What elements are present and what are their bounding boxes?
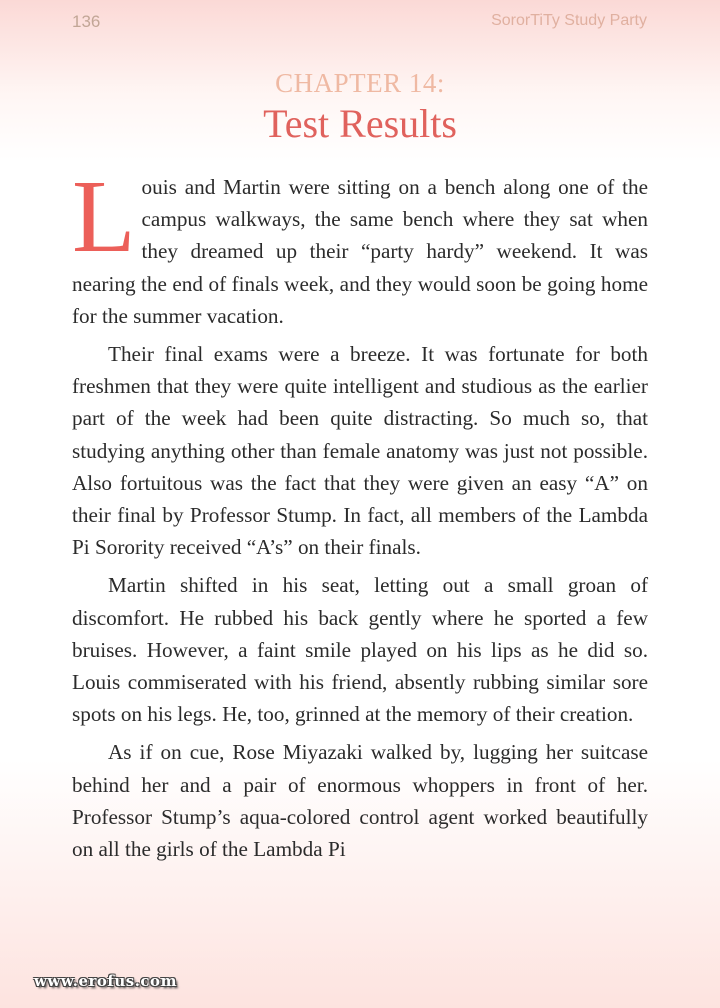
drop-cap: L [72,159,136,274]
paragraph-1-text: ouis and Martin were sitting on a bench along one of the campus walkways, the same bench where they sat when they dreamed up their “party hardy” weekend. It was nearing the end of finals week, and they would soon be going home for the summer vacation. [72,175,648,328]
watermark: www.erofus.com [34,972,177,990]
chapter-title: Test Results [263,101,457,146]
body-text [72,159,648,871]
page-number: 136 [72,12,101,31]
paragraph-2: Their final exams were a breeze. It was fortunate for both freshmen that they were quite intelligent and studious as the earlier part of the week had been quite distracting. So much so, that studying anything other than female anatomy was just not possible. Also fortuitous was the fact that they were given an easy “A” on their final by Professor Stump. In fact, all members of the Lambda Pi Sorority received “A’s” on their finals. [72,342,648,560]
paragraph-4: As if on cue, Rose Miyazaki walked by, lugging her suitcase behind her and a pair of enormous whoppers in front of her. Professor Stump’s aqua-colored control agent worked beautifully on all the girls of the Lambda Pi [72,740,648,862]
paragraph-3: Martin shifted in his seat, letting out a small groan of discomfort. He rubbed his back gently where he sported a few bruises. However, a faint smile played on his lips as he did so. Louis commiserated with his friend, absently rubbing similar sore spots on his legs. He, too, grinned at the memory of their creation. [72,573,648,727]
running-head: SororTiTy Study Party [491,12,647,29]
paragraph-1 [72,159,648,332]
chapter-label: CHAPTER 14: [275,68,445,98]
